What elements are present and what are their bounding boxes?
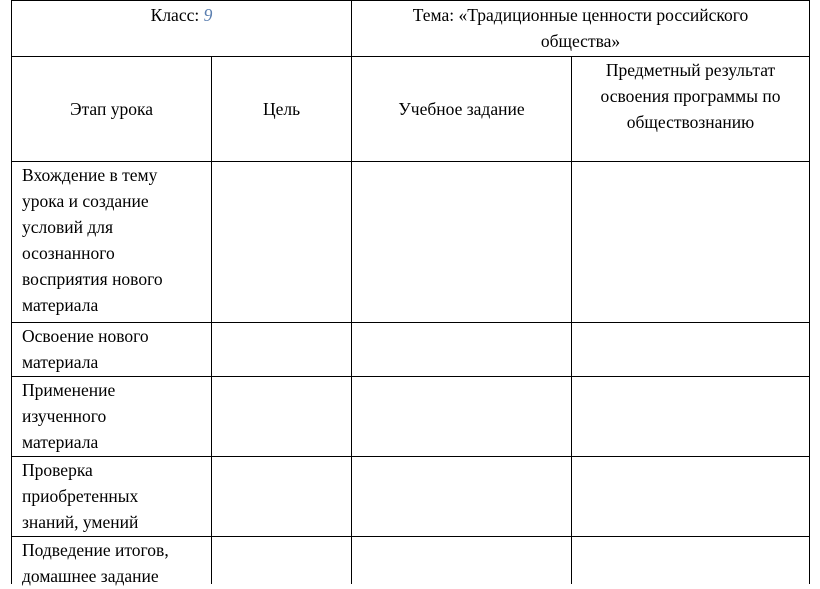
row-5-goal-cell[interactable] <box>212 537 351 584</box>
column-header-result-line-3: обществознанию <box>626 112 755 132</box>
column-header-goal <box>212 57 351 161</box>
row-4-line-2: приобретенных <box>22 486 139 506</box>
row-5-task-cell[interactable] <box>352 537 571 584</box>
row-4-task-cell[interactable] <box>352 457 571 536</box>
grade-value: 9 <box>203 5 213 25</box>
column-header-task-label: Учебное задание <box>398 99 525 119</box>
row-1-line-5: восприятия нового <box>22 269 163 289</box>
row-1-line-3: условий для <box>22 217 114 237</box>
column-header-task <box>352 57 571 161</box>
topic-title-part-1: «Традиционные ценности российского <box>458 5 749 25</box>
row-5-line-2: домашнее задание <box>22 566 159 586</box>
row-2-task-cell[interactable] <box>352 323 571 376</box>
row-2-result-cell[interactable] <box>572 323 809 376</box>
row-1-line-4: осознанного <box>22 243 115 263</box>
topic-title-part-2: общества» <box>540 31 621 51</box>
row-5-result-cell[interactable] <box>572 537 809 584</box>
row-4-goal-cell[interactable] <box>212 457 351 536</box>
row-3-line-3: материала <box>22 432 99 452</box>
row-1-line-2: урока и создание <box>22 191 149 211</box>
column-header-result-line-2: освоения программы по <box>600 86 781 106</box>
row-1-line-1: Вхождение в тему <box>22 165 158 185</box>
topic-cell <box>352 2 809 56</box>
column-header-result <box>572 57 809 161</box>
topic-label: Тема: <box>412 5 455 25</box>
row-3-result-cell[interactable] <box>572 377 809 456</box>
column-header-stage-label: Этап урока <box>70 99 153 119</box>
row-3-goal-cell[interactable] <box>212 377 351 456</box>
row-1-result-cell[interactable] <box>572 162 809 322</box>
row-4-line-1: Проверка <box>22 460 93 480</box>
table-border-top <box>11 0 810 1</box>
row-2-line-2: материала <box>22 352 99 372</box>
row-3-line-2: изученного <box>22 406 107 426</box>
row-2-line-1: Освоение нового <box>22 326 149 346</box>
topic-line-1 <box>352 2 809 28</box>
row-1-task-cell[interactable] <box>352 162 571 322</box>
table-border-right <box>809 0 810 584</box>
table-row-stage-2 <box>12 323 211 376</box>
row-1-goal-cell[interactable] <box>212 162 351 322</box>
table-row-stage-1 <box>12 162 211 322</box>
column-header-stage <box>12 57 211 161</box>
column-header-goal-label: Цель <box>262 99 301 119</box>
table-row-stage-4 <box>12 457 211 536</box>
grade-label: Класс: <box>150 5 200 25</box>
row-3-line-1: Применение <box>22 380 116 400</box>
row-4-line-3: знаний, умений <box>22 512 139 532</box>
row-4-result-cell[interactable] <box>572 457 809 536</box>
table-row-stage-5 <box>12 537 211 584</box>
table-row-stage-3 <box>12 377 211 456</box>
row-3-task-cell[interactable] <box>352 377 571 456</box>
grade-cell <box>12 2 351 56</box>
column-header-result-line-1: Предметный результат <box>605 60 776 80</box>
row-2-goal-cell[interactable] <box>212 323 351 376</box>
row-5-line-1: Подведение итогов, <box>22 540 169 560</box>
row-1-line-6: материала <box>22 295 99 315</box>
